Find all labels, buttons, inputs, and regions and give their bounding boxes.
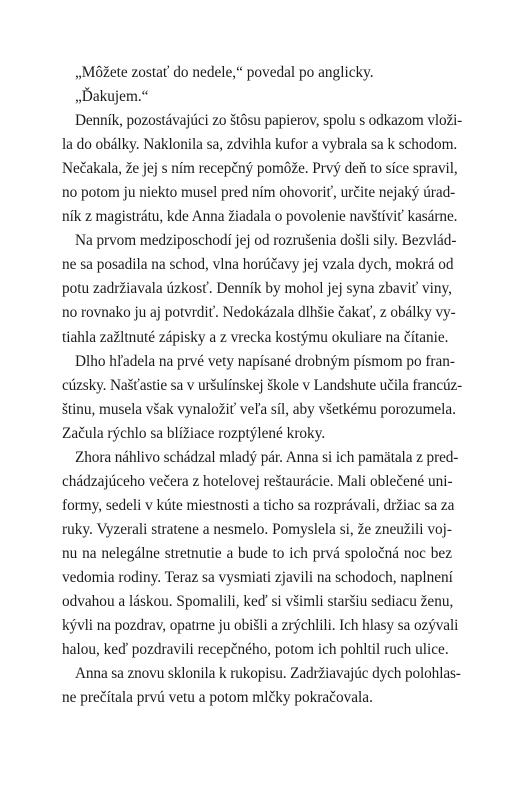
text-line: Anna sa znovu sklonila k rukopisu. Zadržiavajúc dych polohlas- bbox=[75, 665, 461, 683]
text-line: chádzajúceho večera z hotelovej reštaurácie. Mali oblečené uni- bbox=[62, 472, 453, 490]
paragraph bbox=[62, 229, 457, 349]
text-line: ne prečítala prvú vetu a potom mlčky pokračovala. bbox=[62, 689, 373, 707]
text-line: potu zadržiavala úzkosť. Denník by mohol jej syna zbaviť viny, bbox=[62, 280, 452, 298]
text-line: halou, keď pozdravili recepčného, potom ich pohltil ruch ulice. bbox=[62, 641, 449, 659]
text-line: nu na nelegálne stretnutie a bude to ich prvá spoločná noc bez bbox=[62, 544, 452, 562]
text-line: la do obálky. Naklonila sa, zdvihla kufor a vybrala sa k schodom. bbox=[62, 136, 458, 154]
text-line: ník z magistrátu, kde Anna žiadala o povolenie navštíviť kasárne. bbox=[62, 208, 458, 226]
paragraph bbox=[62, 109, 463, 229]
paragraph bbox=[62, 85, 452, 109]
text-line: ruky. Vyzerali stratene a nesmelo. Pomyslela si, že zneužili voj- bbox=[62, 520, 452, 538]
paragraph bbox=[62, 350, 463, 446]
text-line: no potom ju niekto musel pred ním ohovoriť, určite nejaký úrad- bbox=[62, 184, 456, 202]
text-line: Začula rýchlo sa blížiace rozptýlené kroky. bbox=[62, 424, 326, 442]
text-line: tiahla zažltnuté zápisky a z vrecka kostýmu okuliare na čítanie. bbox=[62, 328, 449, 346]
paragraph bbox=[62, 662, 461, 710]
text-line: cúzsky. Našťastie sa v uršulínskej škole v Landshute učila francúz- bbox=[62, 376, 463, 394]
text-line: formy, sedeli v kúte miestnosti a ticho sa rozprávali, držiac sa za bbox=[62, 496, 455, 514]
text-line: „Môžete zostať do nedele,“ povedal po anglicky. bbox=[75, 64, 374, 81]
text-line: Nečakala, že jej s ním recepčný pomôže. Prvý deň to síce spravil, bbox=[62, 160, 458, 178]
text-line: Denník, pozostávajúci zo štôsu papierov, spolu s odkazom vloži- bbox=[75, 112, 463, 130]
text-line: štinu, musela však vynaložiť veľa síl, aby všetkému porozumela. bbox=[62, 400, 456, 418]
text-line: odvahou a láskou. Spomalili, keď si všimli staršiu sediacu ženu, bbox=[62, 593, 454, 611]
text-line: ne sa posadila na schod, vlna horúčavy jej vzala dych, mokrá od bbox=[62, 256, 454, 274]
body-text bbox=[62, 61, 463, 710]
text-line: vedomia rodiny. Teraz sa vysmiati zjavili na schodoch, naplnení bbox=[62, 568, 453, 586]
text-line: kývli na pozdrav, opatrne ju obišli a zrýchlili. Ich hlasy sa ozývali bbox=[62, 617, 459, 635]
paragraph bbox=[62, 61, 452, 85]
text-line: „Ďakujem.“ bbox=[75, 88, 149, 106]
text-line: Zhora náhlivo schádzal mladý pár. Anna si ich pamätala z pred- bbox=[75, 448, 459, 466]
text-line: Dlho hľadela na prvé vety napísané drobným písmom po fran- bbox=[75, 352, 455, 370]
text-line: no rovnako ju aj potvrdiť. Nedokázala dlhšie čakať, z obálky vy- bbox=[62, 304, 456, 322]
text-line: Na prvom medziposchodí jej od rozrušenia došli sily. Bezvlád- bbox=[75, 232, 457, 250]
paragraph bbox=[62, 446, 459, 662]
